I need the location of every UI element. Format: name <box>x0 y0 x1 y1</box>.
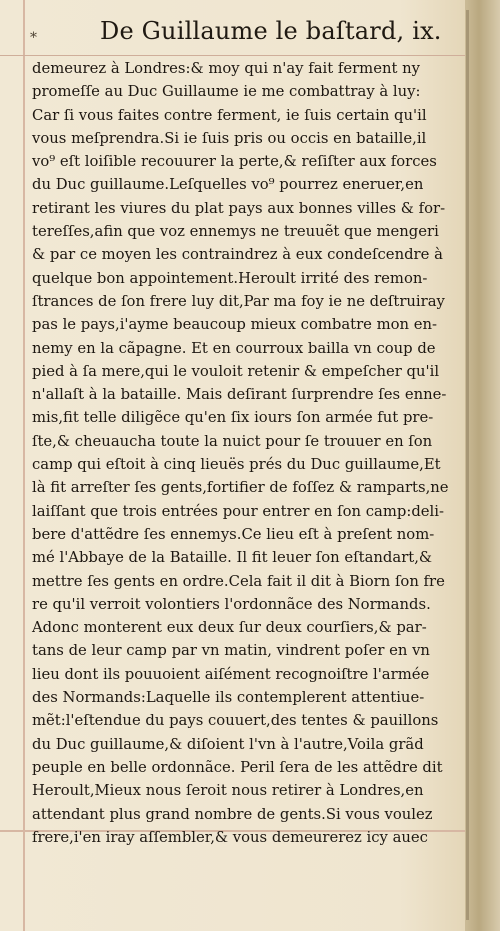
page-gutter <box>465 0 500 931</box>
running-head: De Guillaume le baſtard, ix. <box>100 17 442 45</box>
text-line: tans de leur camp par vn matin, vindrent poſer en vn <box>32 641 430 660</box>
text-line: mis,fit telle diligẽce qu'en ſix iours ſon armée fut pre- <box>32 408 434 427</box>
gutter-shadow <box>466 10 469 920</box>
text-line: du Duc guillaume,& diſoient l'vn à l'autre,Voila grãd <box>32 734 424 753</box>
text-line: promeſſe au Duc Guillaume ie me combattray à luy: <box>32 82 421 101</box>
text-line: pas le pays,i'ayme beaucoup mieux combatre mon en- <box>32 315 438 334</box>
text-line: demeurez à Londres:& moy qui n'ay fait ferment ny <box>32 59 421 77</box>
text-line: Heroult,Mieux nous ſeroit nous retirer à Londres,en <box>32 781 424 800</box>
text-line: camp qui eſtoit à cinq lieuës prés du Duc guillaume,Et <box>32 455 441 474</box>
text-line: des Normands:Laquelle ils contemplerent attentiue- <box>32 688 425 707</box>
text-line: vous meſprendra.Si ie ſuis pris ou occis en bataille,il <box>32 128 427 147</box>
text-line: & par ce moyen les contraindrez à eux condeſcendre à <box>32 245 443 264</box>
text-line: quelque bon appointement.Heroult irrité des remon- <box>32 268 428 287</box>
text-line: mettre ſes gents en ordre.Cela fait il dit à Biorn ſon fre <box>32 571 445 590</box>
text-line: re qu'il verroit volontiers l'ordonnãce des Normands. <box>32 594 431 613</box>
text-line: nemy en la cãpagne. Et en courroux bailla vn coup de <box>32 338 436 357</box>
text-line: peuple en belle ordonnãce. Peril ſera de les attẽdre dit <box>32 757 443 776</box>
text-line: frere,i'en iray aſſembler,& vous demeurerez icy auec <box>32 827 428 846</box>
left-margin-rule <box>23 0 25 931</box>
text-line: lieu dont ils pouuoient aiſément recognoiſtre l'armée <box>32 664 430 683</box>
text-line: Car ſi vous faites contre ferment, ie ſuis certain qu'il <box>32 105 427 124</box>
text-line: n'allaſt à la bataille. Mais deſirant ſurprendre ſes enne- <box>32 385 447 404</box>
body-text <box>32 57 470 849</box>
text-line: mẽt:l'eſtendue du pays couuert,des tentes & pauillons <box>32 711 439 730</box>
header-rule <box>0 55 470 56</box>
corner-mark: * <box>30 30 37 46</box>
text-line: tereſſes,afin que voz ennemys ne treuuẽt que mengeri <box>32 222 439 241</box>
text-line: bere d'attẽdre ſes ennemys.Ce lieu eſt à preſent nom- <box>32 524 435 543</box>
text-line: attendant plus grand nombre de gents.Si vous voulez <box>32 804 433 823</box>
text-line: ſte,& cheuaucha toute la nuict pour ſe trouuer en ſon <box>32 431 433 450</box>
text-line: pied à ſa mere,qui le vouloit retenir & empeſcher qu'il <box>32 361 440 380</box>
text-line: retirant les viures du plat pays aux bonnes villes & for- <box>32 198 446 217</box>
text-line: Adonc monterent eux deux ſur deux courſiers,& par- <box>32 618 427 637</box>
text-line: ſtrances de ſon frere luy dit,Par ma foy ie ne deſtruiray <box>32 291 445 310</box>
text-line: là fit arreſter ſes gents,fortifier de foſſez & ramparts,ne <box>32 478 449 497</box>
text-line: mé l'Abbaye de la Bataille. Il fit leuer ſon eſtandart,& <box>32 548 433 567</box>
text-line: vo⁹ eſt loiſible recouurer la perte,& reſiſter aux forces <box>32 152 437 171</box>
text-line: du Duc guillaume.Leſquelles vo⁹ pourrez eneruer,en <box>32 175 424 194</box>
text-line: laiſſant que trois entrées pour entrer en ſon camp:deli- <box>32 501 445 520</box>
